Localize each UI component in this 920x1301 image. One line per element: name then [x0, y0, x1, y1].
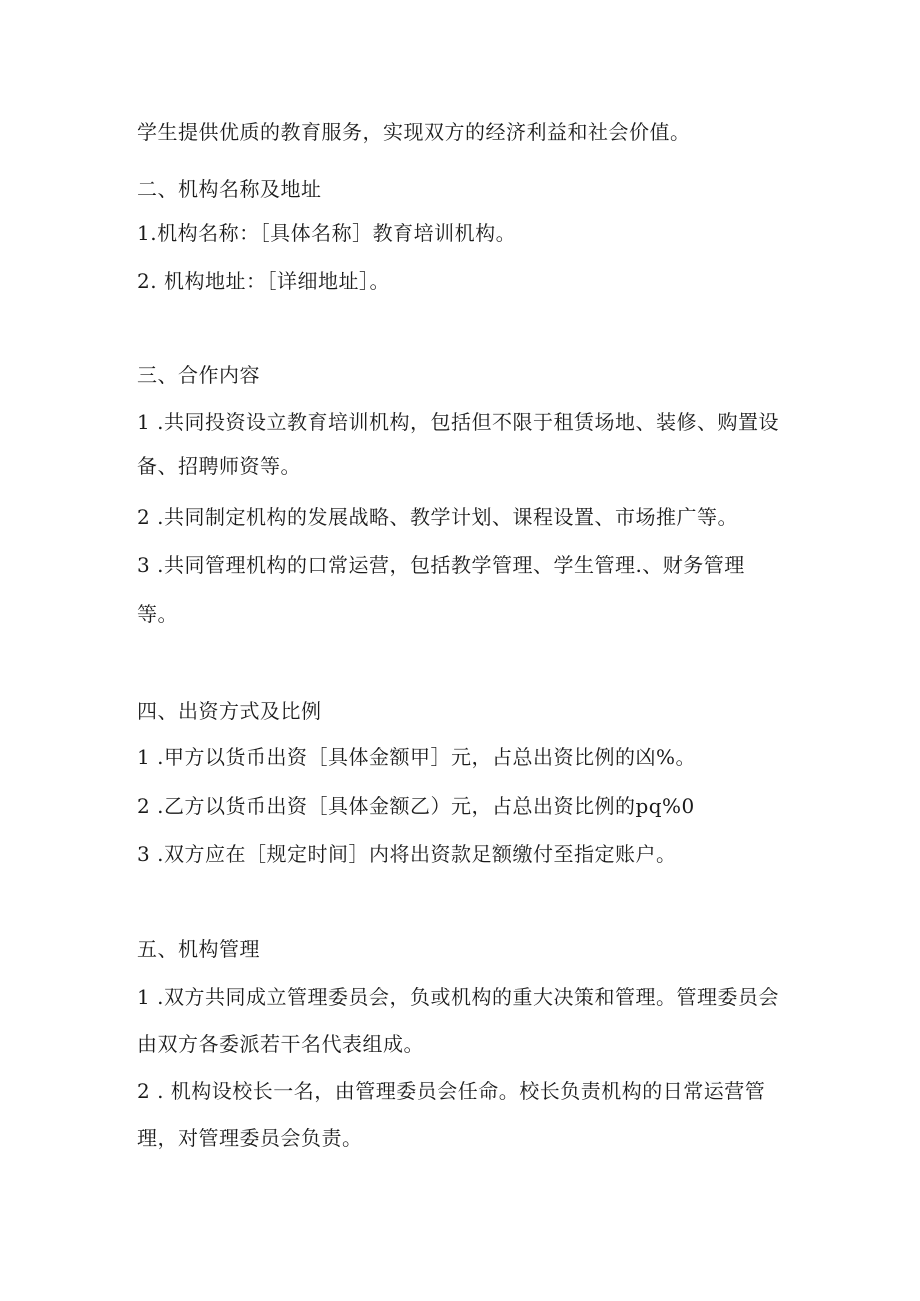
paragraph-line: 理，对管理委员会负责。	[137, 1126, 363, 1150]
paragraph-line: 1 .双方共同成立管理委员会，负或机构的重大决策和管理。管理委员会	[137, 985, 779, 1009]
paragraph-line: 备、招聘师资等。	[137, 454, 301, 478]
paragraph-line: 3 .共同管理机构的口常运营，包括教学管理、学生管理.、财务管理	[137, 553, 745, 577]
paragraph-line: 1.机构名称：［具体名称］教育培训机构。	[137, 221, 517, 245]
paragraph-line: 2 .共同制定机构的发展战略、教学计划、课程设置、市场推广等。	[137, 505, 738, 529]
paragraph-line: 1 .共同投资设立教育培训机构，包括但不限于租赁场地、装修、购置设	[137, 410, 779, 434]
section-heading-management: 五、机构管理	[137, 937, 260, 961]
section-heading-capital: 四、出资方式及比例	[137, 699, 322, 723]
paragraph-line: 由双方各委派若干名代表组成。	[137, 1032, 424, 1056]
section-heading-name-address: 二、机构名称及地址	[137, 177, 322, 201]
paragraph-line: 1 .甲方以货币出资［具体金额甲］元，占总出资比例的凶%。	[137, 745, 696, 769]
paragraph-line: 等。	[137, 602, 178, 626]
section-heading-cooperation: 三、合作内容	[137, 363, 260, 387]
intro-paragraph: 学生提供优质的教育服务，实现双方的经济利益和社会价值。	[137, 120, 691, 144]
paragraph-line: 3 .双方应在［规定时间］内将出资款足额缴付至指定账户。	[137, 842, 677, 866]
paragraph-line: 2 . 机构设校长一名，由管理委员会任命。校长负责机构的日常运营管	[137, 1079, 766, 1103]
paragraph-line: 2 .乙方以货币出资［具体金额乙）元，占总出资比例的pq%0	[137, 794, 695, 818]
paragraph-line: 2. 机构地址：［详细地址］。	[137, 269, 390, 293]
